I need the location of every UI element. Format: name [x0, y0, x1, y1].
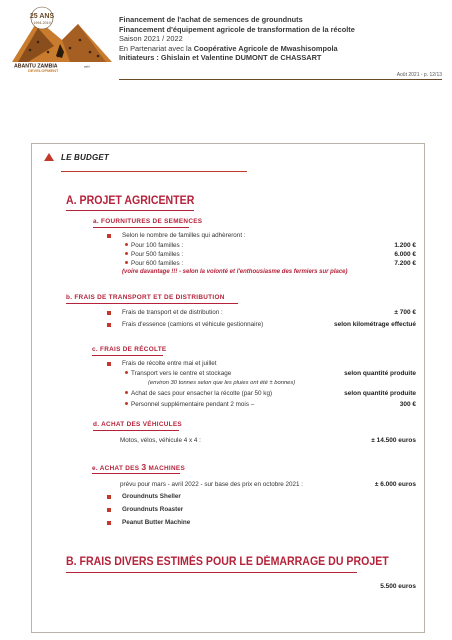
bullet-square-icon — [107, 311, 111, 315]
seeds-item-3-label: Pour 600 familles : — [131, 260, 184, 267]
section-b-underline — [66, 572, 357, 573]
bullet-square-icon — [107, 495, 111, 499]
seeds-item-1-label: Pour 100 familles : — [131, 242, 184, 249]
transport-label: Frais de transport et de distribution : — [122, 309, 223, 316]
subsection-a-title: a. FOURNITURES DE SEMENCES — [93, 218, 203, 225]
harvest-staff-label: Personnel supplémentaire pendant 2 mois – — [131, 401, 255, 408]
logo-range: 1994-2019 — [33, 21, 51, 25]
harvest-transport — [125, 370, 231, 377]
vehicles-label: Motos, vélos, véhicule 4 x 4 : — [120, 437, 201, 444]
machines-amount: ± 6.000 euros — [374, 481, 416, 488]
bullet-dot-icon — [125, 402, 128, 405]
machine-3: Peanut Butter Machine — [122, 519, 191, 526]
subsection-a-underline — [93, 227, 189, 228]
header-partner — [119, 44, 441, 54]
machines-intro: prévu pour mars - avril 2022 - sur base des prix en octobre 2021 : — [120, 481, 304, 488]
bullet-square-icon — [107, 234, 111, 238]
subsection-d-title: d. ACHAT DES VÉHICULES — [93, 421, 182, 428]
abantu-zambia-logo — [8, 6, 116, 72]
budget-title: LE BUDGET — [61, 153, 110, 162]
fuel-label: Frais d'essence (camions et véhicule gestionnaire) — [122, 321, 264, 328]
harvest-bags-label: Achat de sacs pour ensacher la récolte (par 50 kg) — [131, 390, 273, 397]
vehicles-amount: ± 14.500 euros — [371, 437, 416, 444]
budget-title-underline — [61, 171, 247, 172]
section-a-underline — [66, 210, 194, 211]
header-line-3: Saison 2021 / 2022 — [119, 34, 183, 44]
subsection-d-underline — [93, 430, 179, 431]
header-line-2: Financement d'équipement agricole de transformation de la récolte — [119, 24, 355, 34]
bullet-dot-icon — [125, 243, 128, 246]
header-divider — [119, 79, 442, 80]
section-a-title: A. PROJET AGRICENTER — [66, 195, 195, 207]
harvest-bags-amount: selon quantité produite — [344, 390, 416, 397]
bullet-square-icon — [107, 323, 111, 327]
section-b-title: B. FRAIS DIVERS ESTIMÉS POUR LE DÉMARRAGE DU PROJET — [66, 556, 389, 568]
logo-mark: asbl — [84, 64, 90, 69]
section-b-amount: 5.500 euros — [380, 583, 416, 590]
subsection-e-title — [92, 462, 185, 472]
harvest-staff-amount: 300 € — [399, 401, 416, 408]
harvest-intro: Frais de récolte entre mai et juillet — [122, 360, 217, 367]
seeds-item-3-amount: 7.200 € — [394, 260, 416, 267]
seeds-item-1-amount: 1.200 € — [394, 242, 416, 249]
header-line-1: Financement de l'achat de semences de groundnuts — [119, 15, 303, 24]
harvest-staff — [125, 401, 254, 408]
subsection-e-num: 3 — [141, 462, 147, 472]
subsection-e-prefix: e. ACHAT DES — [92, 465, 142, 472]
fuel-amount: selon kilométrage effectué — [334, 321, 416, 328]
harvest-transport-amount: selon quantité produite — [344, 370, 416, 377]
bullet-square-icon — [107, 362, 111, 366]
bullet-square-icon — [107, 508, 111, 512]
logo-name: ABANTU ZAMBIA — [14, 63, 58, 70]
seeds-intro: Selon le nombre de familles qui adhèreront : — [122, 232, 246, 239]
seeds-item-2 — [125, 251, 183, 258]
seeds-note: (voire davantage !!! - selon la volonté et l'enthousiasme des fermiers sur place) — [122, 269, 348, 275]
logo-years: 25 ANS — [29, 13, 55, 20]
header-text — [119, 15, 441, 63]
header-partner-name: Coopérative Agricole de Mwashisompola — [193, 43, 338, 53]
subsection-e-suffix: MACHINES — [146, 465, 186, 472]
harvest-transport-label: Transport vers le centre et stockage — [131, 370, 232, 377]
header-initiators: Initiateurs : Ghislain et Valentine DUMONT de CHASSART — [119, 53, 322, 63]
logo-sub: DEVELOPMENT — [28, 68, 59, 72]
triangle-icon — [44, 153, 54, 161]
seeds-item-2-amount: 6.000 € — [394, 251, 416, 258]
subsection-b-title: b. FRAIS DE TRANSPORT ET DE DISTRIBUTION — [66, 294, 225, 301]
seeds-item-2-label: Pour 500 familles : — [131, 251, 184, 258]
seeds-item-1 — [125, 242, 183, 249]
subsection-b-underline — [66, 303, 238, 304]
header-partner-prefix: En Partenariat avec la — [119, 43, 194, 53]
machine-2: Groundnuts Roaster — [122, 506, 184, 513]
bullet-dot-icon — [125, 261, 128, 264]
machine-1: Groundnuts Sheller — [122, 493, 181, 500]
subsection-c-underline — [92, 355, 163, 356]
bullet-dot-icon — [125, 391, 128, 394]
bullet-square-icon — [107, 521, 111, 525]
harvest-bags — [125, 390, 272, 397]
subsection-e-underline — [92, 473, 180, 474]
seeds-item-3 — [125, 260, 183, 267]
header-date: Août 2021 - p. 12/13 — [396, 72, 442, 78]
bullet-dot-icon — [125, 371, 128, 374]
transport-amount: ± 700 € — [394, 309, 416, 316]
harvest-transport-note: (environ 30 tonnes selon que les pluies ont été ± bonnes) — [148, 380, 296, 386]
subsection-c-title: c. FRAIS DE RÉCOLTE — [92, 346, 167, 353]
bullet-dot-icon — [125, 252, 128, 255]
